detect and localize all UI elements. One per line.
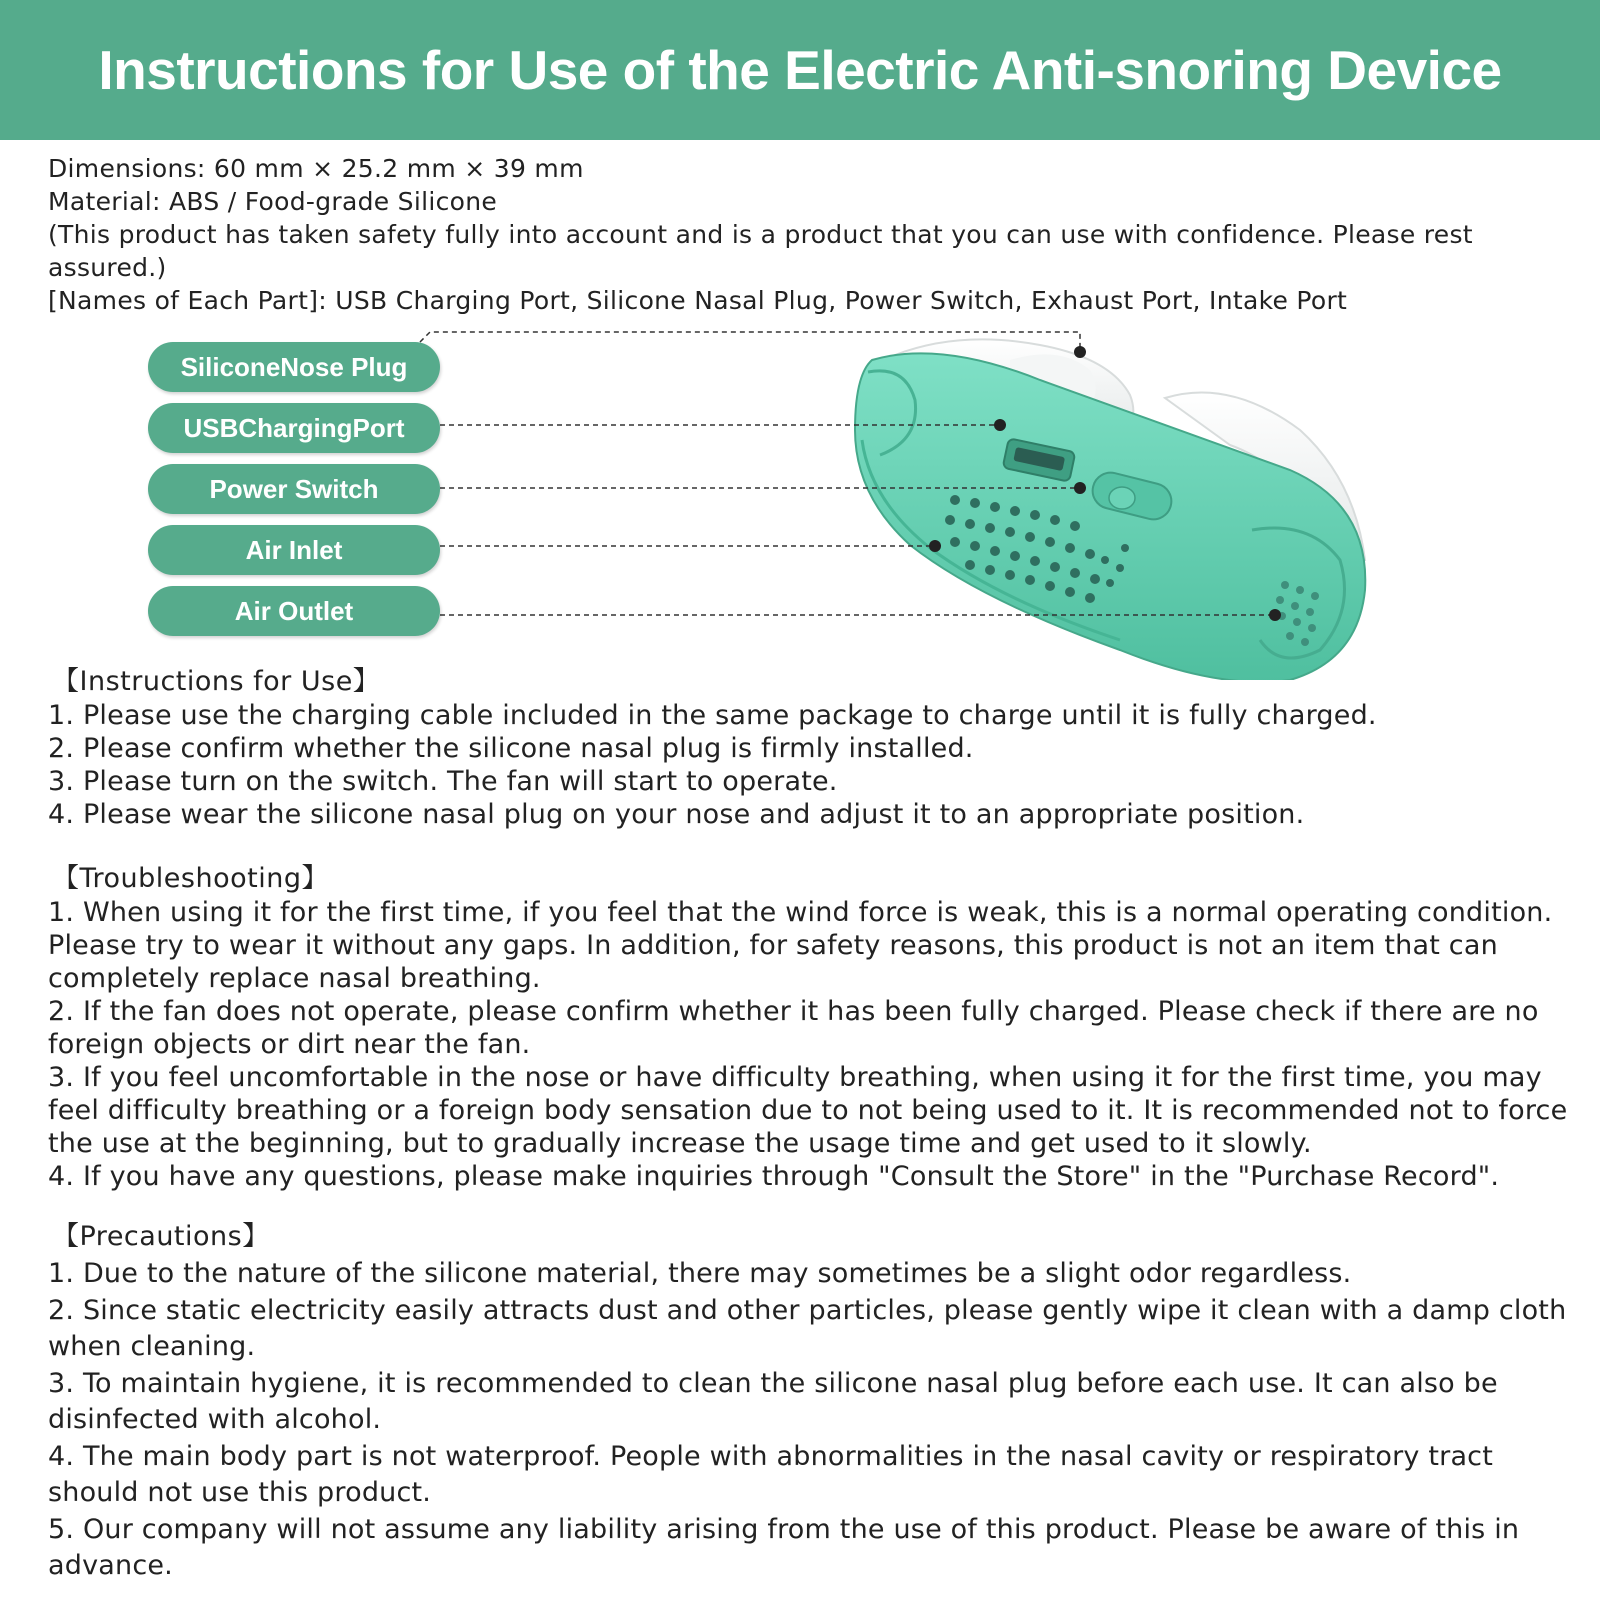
list-item: 1. Please use the charging cable included in the same package to charge until it is fully charged. [48,700,1377,731]
troubleshooting-section [48,862,1568,1193]
title-banner [0,0,1600,140]
list-item: 2. If the fan does not operate, please confirm whether it has been fully charged. Please check if there are no foreign objects or dirt near the fan. [48,996,1539,1060]
product-specs [48,152,1568,317]
instructions-heading: 【Instructions for Use】 [52,666,381,697]
marker-dot [1074,346,1086,358]
label-air-outlet: Air Outlet [148,586,440,636]
list-item: 1. Due to the nature of the silicone material, there may sometimes be a slight odor regardless. [48,1258,1352,1289]
parts-value: USB Charging Port, Silicone Nasal Plug, Power Switch, Exhaust Port, Intake Port [335,286,1348,315]
troubleshooting-heading: 【Troubleshooting】 [52,863,329,894]
list-item: 4. If you have any questions, please make inquiries through "Consult the Store" in the "Purchase Record". [48,1161,1500,1192]
list-item: 3. If you feel uncomfortable in the nose or have difficulty breathing, when using it for the first time, you may feel difficulty breathing or a foreign body sensation due to not being used to it. It is recommended not to force the use at the beginning, but to gradually increase the usage time and get used to it slowly. [48,1062,1568,1159]
dimensions-value: 60 mm × 25.2 mm × 39 mm [213,154,584,183]
marker-dot [1269,609,1281,621]
marker-dot [1074,482,1086,494]
list-item: 3. Please turn on the switch. The fan will start to operate. [48,766,838,797]
marker-dot [994,419,1006,431]
list-item: 1. When using it for the first time, if you feel that the wind force is weak, this is a normal operating condition. Please try to wear it without any gaps. In addition, for safety reasons, this product is not an item that can completely replace nasal breathing. [48,897,1553,994]
parts-line [48,284,1568,317]
safety-note: (This product has taken safety fully into account and is a product that you can use with confidence. Please rest assured.) [48,220,1473,282]
dimensions-line [48,152,1568,185]
page-title: Instructions for Use of the Electric Anti-snoring Device [98,39,1502,101]
list-item: 4. Please wear the silicone nasal plug on your nose and adjust it to an appropriate position. [48,799,1305,830]
dimensions-label: Dimensions: [48,154,206,183]
list-item: 5. Our company will not assume any liability arising from the use of this product. Please be aware of this in advance. [48,1513,1520,1581]
list-item: 4. The main body part is not waterproof. People with abnormalities in the nasal cavity or respiratory tract should not use this product. [48,1440,1494,1508]
list-item: 2. Since static electricity easily attracts dust and other particles, please gently wipe it clean with a damp cloth when cleaning. [48,1294,1567,1362]
list-item: 3. To maintain hygiene, it is recommended to clean the silicone nasal plug before each use. It can also be disinfected with alcohol. [48,1367,1498,1435]
marker-dot [929,540,941,552]
precautions-heading: 【Precautions】 [52,1221,270,1252]
label-power-switch: Power Switch [148,464,440,514]
label-usb-charging-port: USBChargingPort [148,403,440,453]
parts-label: [Names of Each Part]: [48,286,328,315]
precautions-section [48,1218,1568,1585]
label-silicone-nose-plug: SiliconeNose Plug [148,342,440,392]
list-item: 2. Please confirm whether the silicone nasal plug is firmly installed. [48,733,974,764]
material-value: ABS / Food-grade Silicone [168,187,498,216]
material-line [48,185,1568,218]
material-label: Material: [48,187,161,216]
label-air-inlet: Air Inlet [148,525,440,575]
instructions-section [48,665,1568,831]
